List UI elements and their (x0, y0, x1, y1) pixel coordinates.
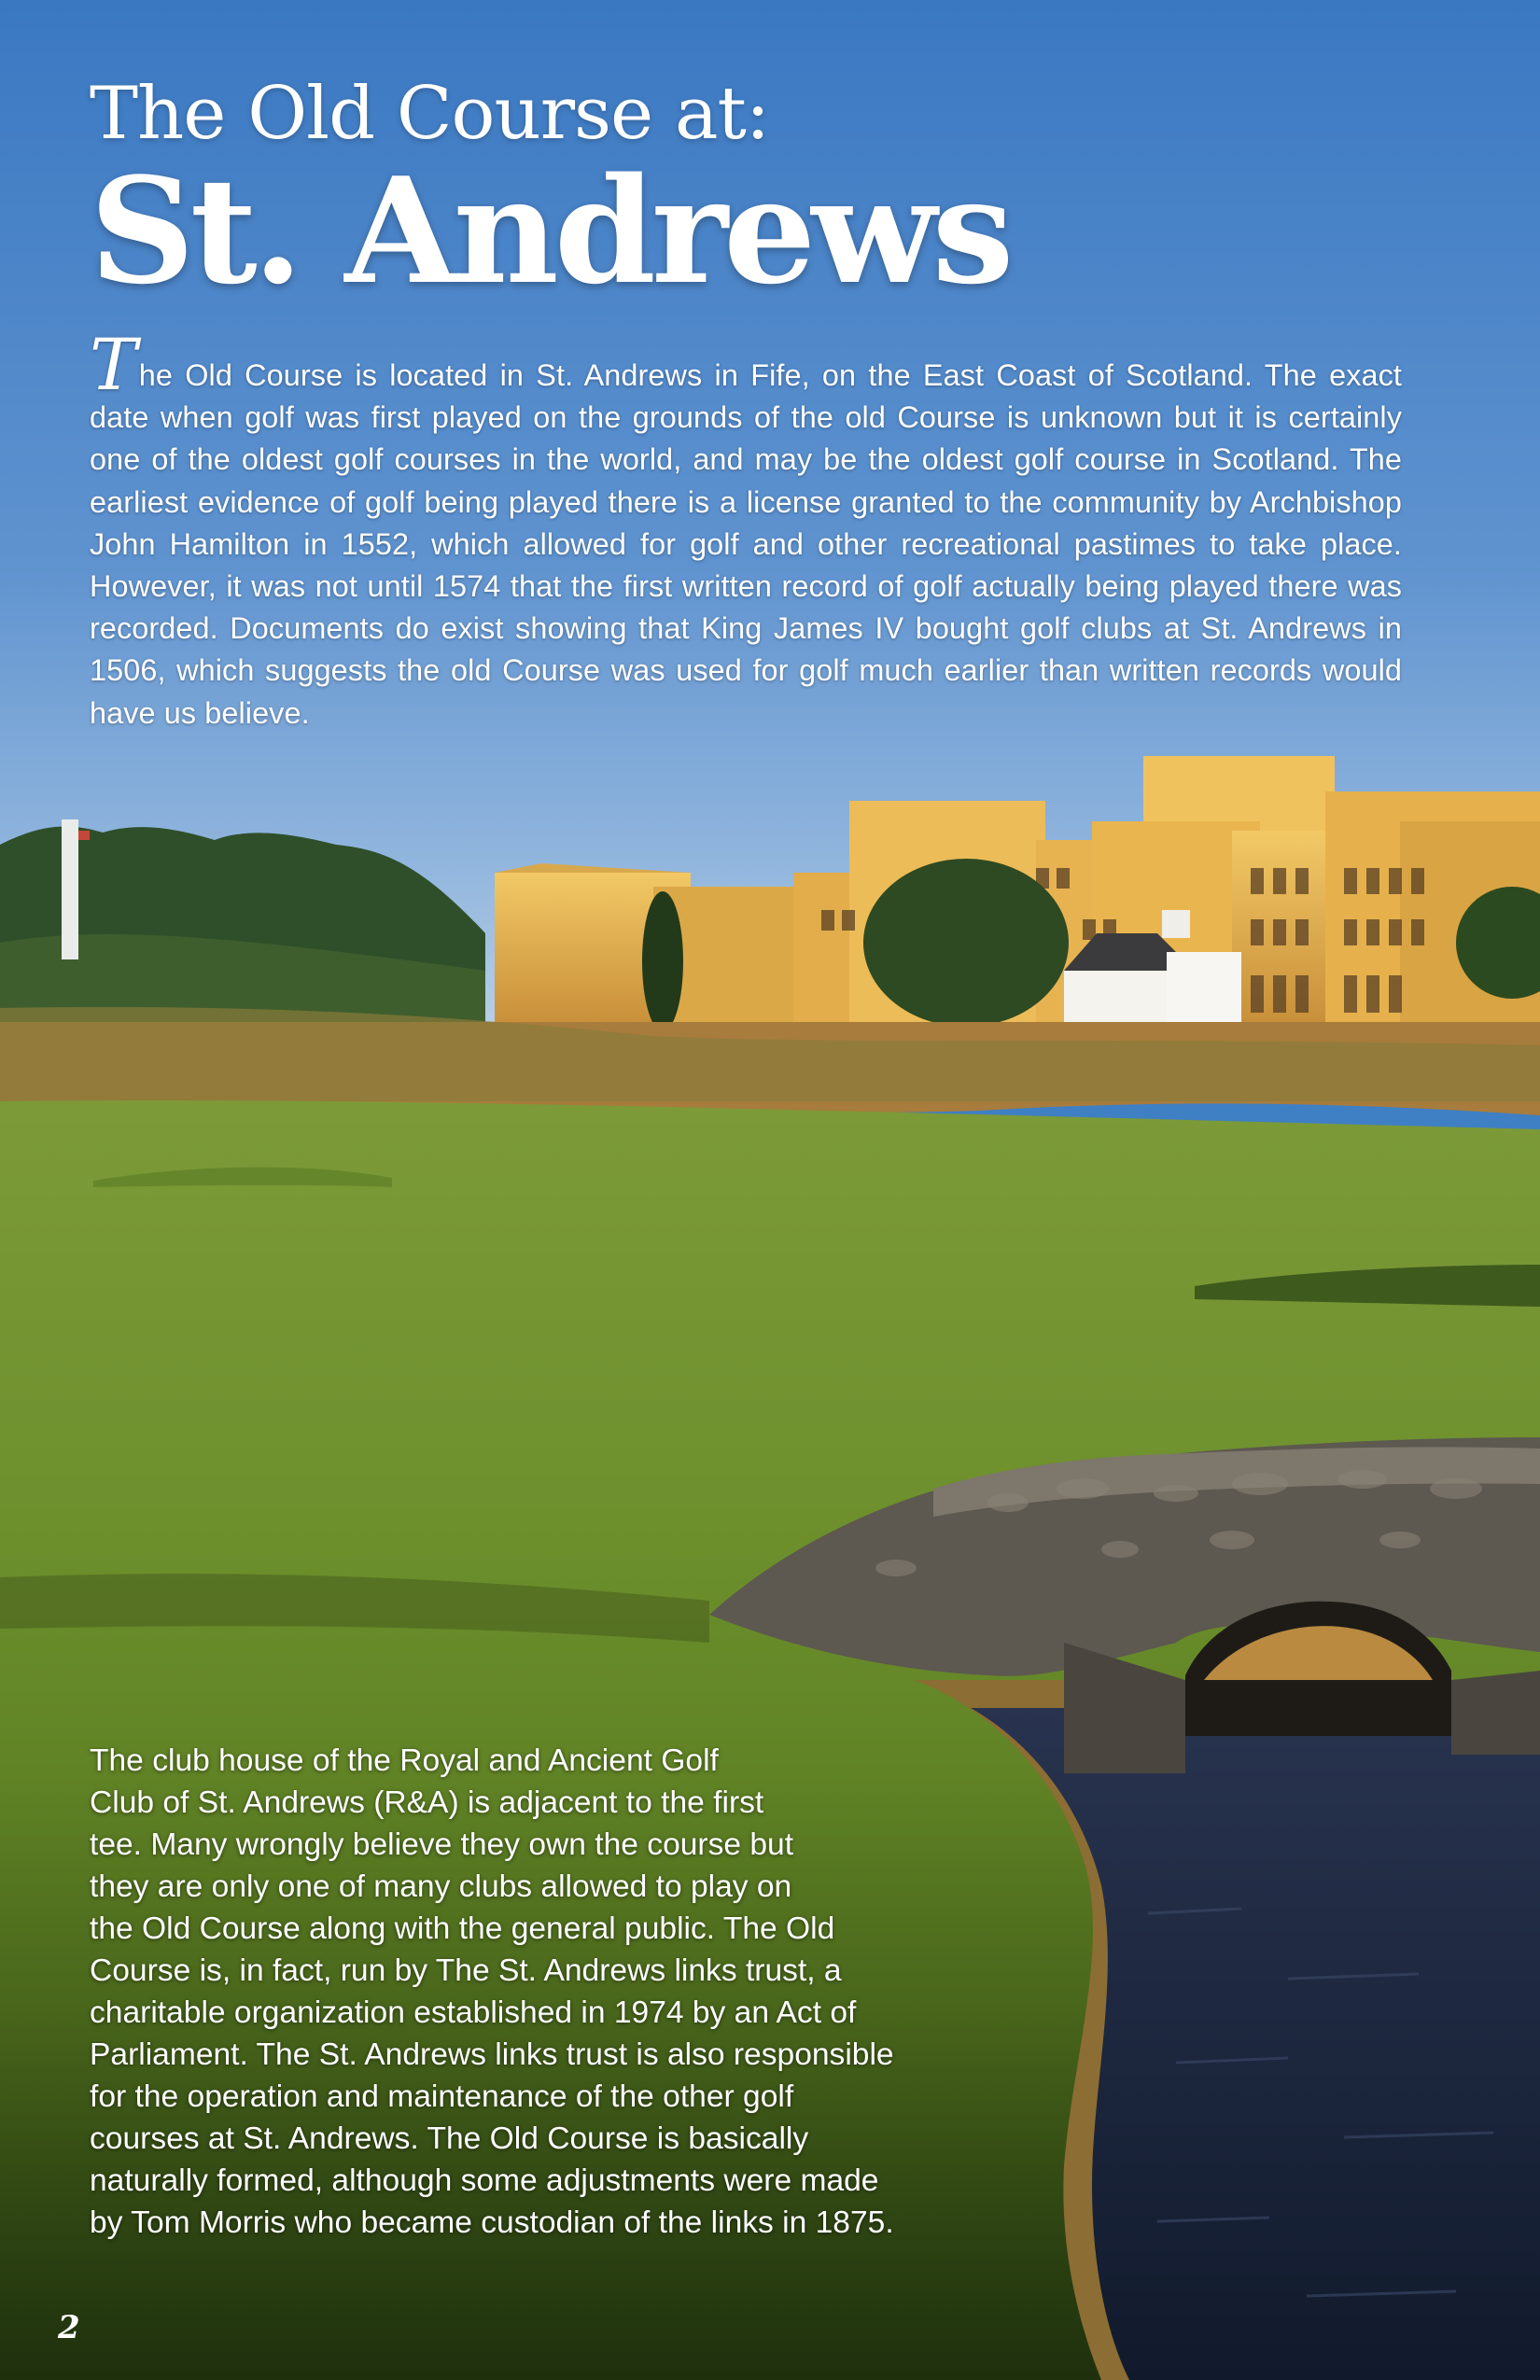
paragraph-line: the Old Course along with the general public. The Old (90, 1911, 835, 1946)
intro-paragraph (90, 323, 1402, 735)
paragraph-line: The club house of the Royal and Ancient Golf (90, 1743, 719, 1778)
page-number: 2 (58, 2309, 80, 2346)
page-title (90, 72, 1452, 316)
paragraph-line: Club of St. Andrews (R&A) is adjacent to the first (90, 1785, 764, 1820)
paragraph-line: Course is, in fact, run by The St. Andrews links trust, a (90, 1953, 842, 1988)
paragraph-line: charitable organization established in 1974 by an Act of (90, 1995, 857, 2030)
paragraph-line: for the operation and maintenance of the other golf (90, 2079, 794, 2114)
paragraph-line: courses at St. Andrews. The Old Course is basically (90, 2121, 809, 2156)
paragraph-line: tee. Many wrongly believe they own the course but (90, 1827, 794, 1862)
intro-text: he Old Course is located in St. Andrews in Fife, on the East Coast of Scotland. The exact date when golf was first played on the grounds of the old Course is unknown but it is certainly one of the oldest golf courses in the world, and may be the oldest golf course in Scotland. The earliest evidence of golf being played there is a license granted to the community by Archbishop John Hamilton in 1552, which allowed for golf and other recreational pastimes to take place. However, it was not until 1574 that the first written record of golf actually being played there was recorded. Documents do exist showing that King James IV bought golf clubs at St. Andrews in 1506, which suggests the old Course was used for golf much earlier than written records would have us believe. (90, 358, 1402, 730)
paragraph-line: Parliament. The St. Andrews links trust is also responsible (90, 2037, 894, 2072)
title-line-1: The Old Course at: (90, 72, 770, 156)
paragraph-line: they are only one of many clubs allowed to play on (90, 1869, 792, 1904)
drop-cap: T (90, 323, 137, 406)
second-paragraph (90, 1740, 1051, 2244)
paragraph-line: naturally formed, although some adjustments were made (90, 2163, 879, 2198)
paragraph-line: by Tom Morris who became custodian of the links in 1875. (90, 2205, 894, 2240)
title-line-2: St. Andrews (90, 145, 1010, 316)
